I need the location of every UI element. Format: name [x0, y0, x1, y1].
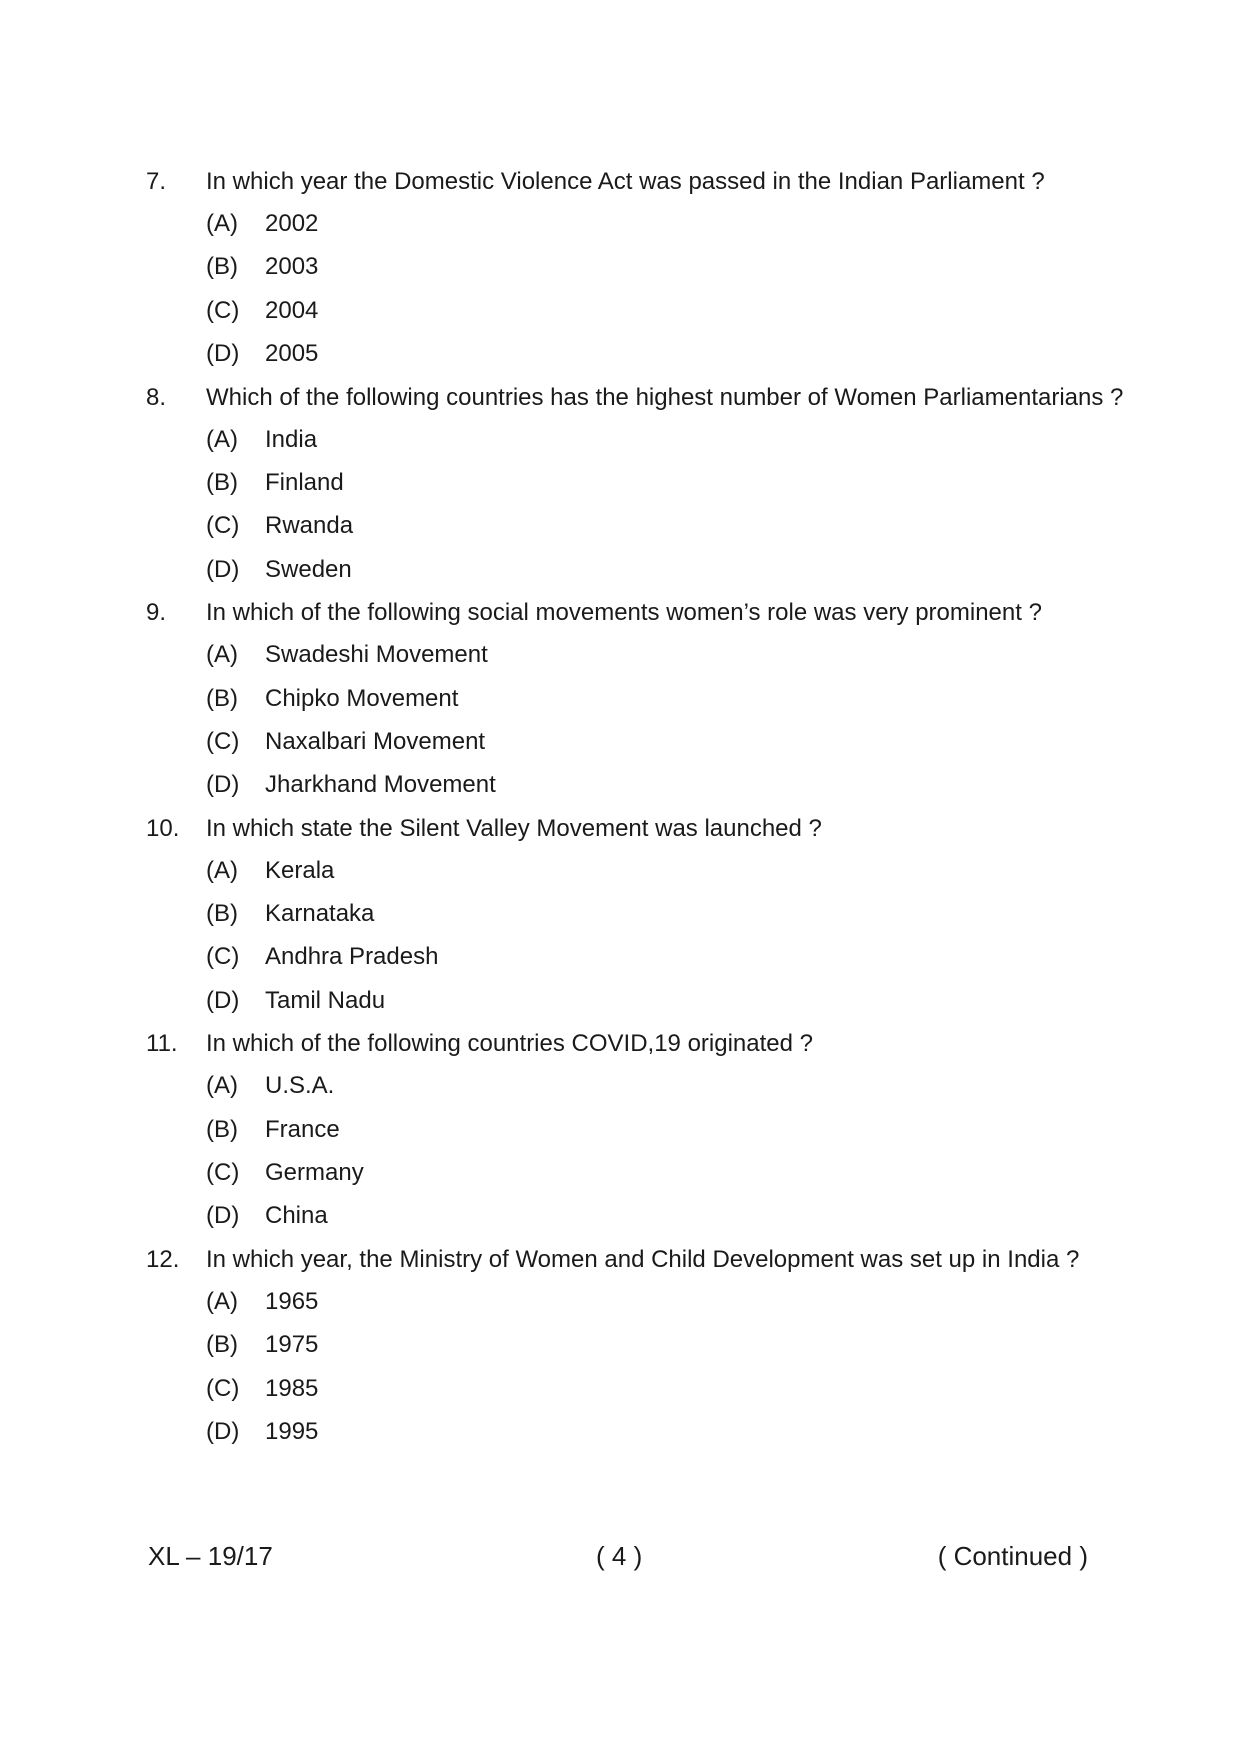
option-text: Finland — [265, 468, 344, 496]
option-text: Tamil Nadu — [265, 986, 386, 1014]
question-line — [146, 813, 1106, 845]
answer-option — [206, 1200, 1106, 1232]
answer-option — [206, 208, 1106, 240]
option-text: Rwanda — [265, 512, 354, 540]
question-number: 10. — [146, 814, 180, 842]
question-number: 11. — [146, 1030, 178, 1058]
question-number: 12. — [146, 1245, 180, 1273]
option-list — [206, 424, 1106, 586]
option-text: 1985 — [265, 1374, 319, 1402]
option-text: 1975 — [265, 1331, 319, 1359]
option-label: (D) — [206, 340, 240, 368]
question-text: Which of the following countries has the highest number of Women Parliamentarians ? — [206, 383, 1124, 411]
question-text: In which of the following countries COVID,19 originated ? — [206, 1030, 813, 1058]
option-label: (A) — [206, 210, 238, 237]
option-label: (B) — [206, 900, 238, 928]
option-list — [206, 855, 1106, 1017]
option-text: 2004 — [265, 296, 319, 324]
question-text: In which year, the Ministry of Women and Child Development was set up in India ? — [206, 1245, 1080, 1273]
option-label: (B) — [206, 253, 238, 281]
question-block — [146, 1244, 1106, 1448]
option-label: (B) — [206, 684, 238, 712]
answer-option — [206, 941, 1106, 973]
question-text: In which state the Silent Valley Movement was launched ? — [206, 814, 822, 842]
answer-option — [206, 855, 1106, 887]
option-label: (D) — [206, 771, 240, 799]
answer-option — [206, 338, 1106, 370]
answer-option — [206, 985, 1106, 1017]
question-number: 8. — [146, 383, 167, 411]
option-text: India — [265, 425, 318, 453]
answer-option — [206, 683, 1106, 715]
answer-option — [206, 898, 1106, 930]
option-text: 1965 — [265, 1287, 319, 1315]
option-label: (A) — [206, 856, 238, 884]
answer-option — [206, 1416, 1106, 1448]
answer-option — [206, 467, 1106, 499]
option-label: (A) — [206, 425, 238, 453]
option-text: U.S.A. — [265, 1072, 335, 1100]
option-label: (A) — [206, 1072, 238, 1100]
option-text: Karnataka — [265, 900, 375, 928]
question-text: In which of the following social movements women’s role was very prominent ? — [206, 599, 1042, 627]
option-text: Naxalbari Movement — [265, 727, 486, 755]
paper-code: XL – 19/17 — [148, 1541, 273, 1571]
answer-option — [206, 726, 1106, 758]
option-text: 2003 — [265, 253, 319, 281]
option-text: Sweden — [265, 555, 352, 583]
option-text: 1995 — [265, 1417, 319, 1445]
question-block — [146, 813, 1106, 1017]
option-label: (C) — [206, 1374, 240, 1402]
question-line — [146, 166, 1106, 198]
option-text: China — [265, 1202, 328, 1230]
option-list — [206, 1070, 1106, 1232]
option-label: (A) — [206, 1287, 238, 1315]
option-label: (D) — [206, 986, 240, 1014]
answer-option — [206, 769, 1106, 801]
option-label: (C) — [206, 1159, 240, 1187]
option-label: (B) — [206, 1115, 238, 1143]
question-line — [146, 597, 1106, 629]
question-number: 9. — [146, 599, 167, 627]
answer-option — [206, 1329, 1106, 1361]
answer-option — [206, 1373, 1106, 1405]
answer-option — [206, 1070, 1106, 1102]
option-text: Swadeshi Movement — [265, 641, 488, 669]
option-list — [206, 1286, 1106, 1448]
option-label: (C) — [206, 512, 240, 540]
answer-option — [206, 1157, 1106, 1189]
option-text: Chipko Movement — [265, 684, 459, 712]
answer-option — [206, 295, 1106, 327]
question-list — [146, 166, 1124, 1459]
option-text: Kerala — [265, 856, 335, 884]
answer-option — [206, 1286, 1106, 1318]
option-text: Germany — [265, 1159, 364, 1187]
answer-option — [206, 251, 1106, 283]
page-footer — [148, 1540, 1088, 1572]
answer-option — [206, 639, 1106, 671]
option-label: (B) — [206, 468, 238, 496]
option-label: (D) — [206, 555, 240, 583]
question-line — [146, 1244, 1106, 1276]
question-block — [146, 1028, 1106, 1232]
option-text: France — [265, 1115, 340, 1143]
question-block — [146, 382, 1124, 586]
option-label: (C) — [206, 727, 240, 755]
answer-option — [206, 510, 1106, 542]
answer-option — [206, 424, 1106, 456]
option-label: (C) — [206, 943, 240, 971]
option-text: Jharkhand Movement — [265, 771, 496, 799]
option-label: (B) — [206, 1331, 238, 1359]
question-text: In which year the Domestic Violence Act was passed in the Indian Parliament ? — [206, 168, 1045, 195]
question-line — [146, 382, 1124, 414]
option-text: Andhra Pradesh — [265, 943, 439, 971]
question-number: 7. — [146, 168, 167, 195]
option-label: (D) — [206, 1417, 240, 1445]
question-block — [146, 597, 1106, 801]
option-list — [206, 639, 1106, 801]
answer-option — [206, 1114, 1106, 1146]
option-text: 2002 — [265, 210, 319, 237]
option-list — [206, 208, 1106, 370]
continued-label: ( Continued ) — [937, 1541, 1088, 1571]
option-text: 2005 — [265, 340, 319, 368]
option-label: (C) — [206, 296, 240, 324]
page-number: ( 4 ) — [596, 1541, 643, 1571]
question-line — [146, 1028, 1106, 1060]
option-label: (A) — [206, 641, 238, 669]
answer-option — [206, 554, 1106, 586]
question-block — [146, 166, 1106, 370]
option-label: (D) — [206, 1202, 240, 1230]
